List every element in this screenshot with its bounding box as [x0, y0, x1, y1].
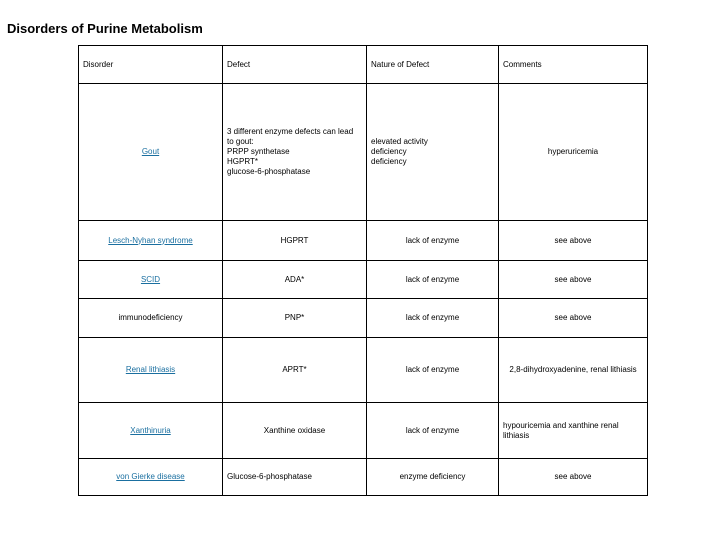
defect-cell: ADA* [223, 261, 367, 299]
header-defect: Defect [223, 46, 367, 84]
nature-cell: lack of enzyme [367, 403, 499, 459]
defect-cell: HGPRT [223, 221, 367, 261]
comments-cell: hyperuricemia [499, 84, 648, 221]
table-row [79, 403, 648, 459]
disorder-link-renal-lithiasis[interactable]: Renal lithiasis [125, 365, 176, 374]
table-row [79, 338, 648, 403]
defect-cell: Glucose-6-phosphatase [223, 459, 367, 496]
nature-cell: elevated activity deficiency deficiency [367, 84, 499, 221]
nature-cell: lack of enzyme [367, 221, 499, 261]
table-row [79, 261, 648, 299]
defect-cell: APRT* [223, 338, 367, 403]
comments-cell: 2,8-dihydroxyadenine, renal lithiasis [499, 338, 648, 403]
nature-cell: lack of enzyme [367, 338, 499, 403]
table-row [79, 299, 648, 338]
header-comments: Comments [499, 46, 648, 84]
defect-cell: 3 different enzyme defects can lead to gout: PRPP synthetase HGPRT* glucose-6-phosphatase [223, 84, 367, 221]
header-disorder: Disorder [79, 46, 223, 84]
nature-cell: lack of enzyme [367, 299, 499, 338]
comments-cell: see above [499, 299, 648, 338]
comments-cell: see above [499, 459, 648, 496]
disorder-cell: immunodeficiency [79, 299, 223, 338]
nature-cell: enzyme deficiency [367, 459, 499, 496]
defect-cell: Xanthine oxidase [223, 403, 367, 459]
disorder-link-xanthinuria[interactable]: Xanthinuria [130, 425, 171, 435]
comments-cell: see above [499, 221, 648, 261]
disorder-link-scid[interactable]: SCID [140, 274, 161, 284]
header-nature-of-defect: Nature of Defect [367, 46, 499, 84]
table-header-row [79, 46, 648, 84]
disorder-link-lesch-nyhan[interactable]: Lesch-Nyhan syndrome [108, 235, 193, 245]
disorder-link-von-gierke[interactable]: von Gierke disease [116, 472, 185, 481]
page-title: Disorders of Purine Metabolism [7, 21, 203, 36]
table-row [79, 221, 648, 261]
nature-cell: lack of enzyme [367, 261, 499, 299]
purine-disorders-table [78, 45, 648, 496]
comments-cell: see above [499, 261, 648, 299]
table-row [79, 459, 648, 496]
table-row [79, 84, 648, 221]
comments-cell: hypouricemia and xanthine renal lithiasis [499, 403, 648, 459]
disorder-link-gout[interactable]: Gout [141, 147, 160, 156]
defect-cell: PNP* [223, 299, 367, 338]
